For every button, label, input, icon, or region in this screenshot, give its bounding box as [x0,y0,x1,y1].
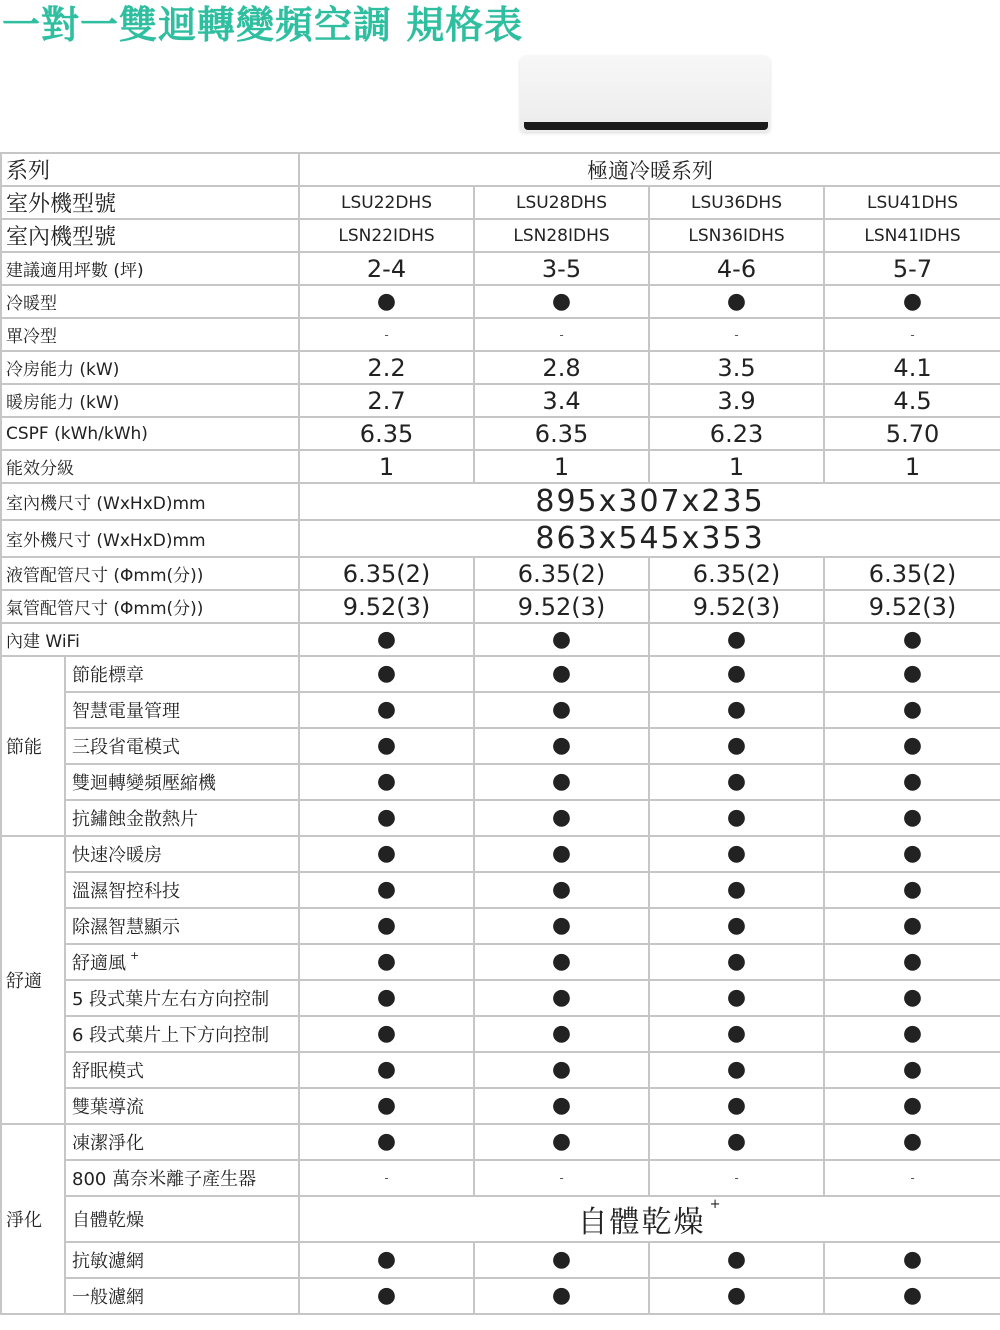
plus-mark: + [130,949,140,962]
dot-cell: ● [474,656,649,692]
cooling-label: 冷房能力 (kW) [1,351,299,384]
area-cell: 2-4 [299,252,474,285]
outdoor-model-cell: LSU41DHS [824,186,1000,219]
dot-cell: ● [649,1088,824,1124]
outdoor-model-cell: LSU22DHS [299,186,474,219]
dot-cell: ● [474,980,649,1016]
liquid-pipe-cell: 6.35(2) [649,557,824,590]
dot-cell: ● [649,764,824,800]
gas-pipe-cell: 9.52(3) [824,590,1000,623]
cooling-cell: 3.5 [649,351,824,384]
dash-cell: - [299,1160,474,1196]
indoor-model-cell: LSN36IDHS [649,219,824,252]
row-wifi [1,623,1000,656]
self-dry-value [299,1196,1000,1242]
dot-cell: ● [299,1124,474,1160]
dot-cell: ● [649,1278,824,1314]
dot-cell: ● [649,836,824,872]
row-feature [1,1242,1000,1278]
indoor-size-value: 895x307x235 [299,483,1000,520]
dot-cell: ● [299,656,474,692]
dot-cell: ● [824,1278,1000,1314]
row-gas-pipe [1,590,1000,623]
row-feature [1,728,1000,764]
feature-label: 快速冷暖房 [65,836,299,872]
dot-cell: ● [824,623,1000,656]
dot-cell: ● [824,836,1000,872]
dot-cell: ● [824,944,1000,980]
area-cell: 3-5 [474,252,649,285]
group-comfort-label: 舒適 [1,836,65,1124]
dot-cell: ● [824,872,1000,908]
dot-cell: ● [824,1016,1000,1052]
dot-cell: ● [824,692,1000,728]
indoor-model-cell: LSN41IDHS [824,219,1000,252]
feature-text: 舒適風 [72,953,126,974]
area-cell: 4-6 [649,252,824,285]
grade-cell: 1 [299,450,474,483]
gas-pipe-label: 氣管配管尺寸 (Φmm(分)) [1,590,299,623]
row-cooling [1,351,1000,384]
dot-cell: ● [649,692,824,728]
dot-cell: ● [299,692,474,728]
row-feature [1,1278,1000,1314]
row-cspf [1,417,1000,450]
dot-cell: ● [474,1124,649,1160]
row-feature [1,1196,1000,1242]
dot-cell: ● [649,285,824,318]
spec-table [0,152,1000,1315]
feature-label: 節能標章 [65,656,299,692]
dot-cell: ● [474,1242,649,1278]
dot-cell: ● [649,1124,824,1160]
feature-label-with-plus [65,944,299,980]
dot-cell: ● [649,1052,824,1088]
row-grade [1,450,1000,483]
dot-cell: ● [474,285,649,318]
dot-cell: ● [824,1088,1000,1124]
dot-cell: ● [474,623,649,656]
liquid-pipe-label: 液管配管尺寸 (Φmm(分)) [1,557,299,590]
row-coolonly [1,318,1000,351]
dash-cell: - [824,318,1000,351]
indoor-model-cell: LSN22IDHS [299,219,474,252]
dash-cell: - [474,1160,649,1196]
row-heatcool [1,285,1000,318]
dot-cell: ● [649,872,824,908]
unit-vent [524,122,768,130]
dot-cell: ● [299,1278,474,1314]
dot-cell: ● [474,692,649,728]
dot-cell: ● [649,1242,824,1278]
outdoor-model-cell: LSU36DHS [649,186,824,219]
row-outdoor-size [1,520,1000,557]
dot-cell: ● [299,836,474,872]
indoor-size-label: 室內機尺寸 (WxHxD)mm [1,483,299,520]
feature-label: 智慧電量管理 [65,692,299,728]
feature-label: 三段省電模式 [65,728,299,764]
dot-cell: ● [474,1016,649,1052]
indoor-model-label: 室內機型號 [1,219,299,252]
dot-cell: ● [299,285,474,318]
dot-cell: ● [474,944,649,980]
dot-cell: ● [474,872,649,908]
cspf-cell: 6.35 [474,417,649,450]
dot-cell: ● [474,836,649,872]
dash-cell: - [649,318,824,351]
row-feature [1,656,1000,692]
feature-label: 自體乾燥 [65,1196,299,1242]
dot-cell: ● [649,980,824,1016]
indoor-model-cell: LSN28IDHS [474,219,649,252]
dash-cell: - [299,318,474,351]
cspf-cell: 5.70 [824,417,1000,450]
dash-cell: - [649,1160,824,1196]
series-value: 極適冷暖系列 [299,153,1000,186]
dot-cell: ● [474,1088,649,1124]
heating-cell: 4.5 [824,384,1000,417]
dot-cell: ● [824,764,1000,800]
dot-cell: ● [299,1052,474,1088]
row-feature [1,1088,1000,1124]
gas-pipe-cell: 9.52(3) [299,590,474,623]
dot-cell: ● [299,800,474,836]
dot-cell: ● [824,1052,1000,1088]
dot-cell: ● [649,944,824,980]
dot-cell: ● [824,908,1000,944]
dot-cell: ● [824,656,1000,692]
dot-cell: ● [649,728,824,764]
heatcool-label: 冷暖型 [1,285,299,318]
row-feature [1,764,1000,800]
cooling-cell: 2.2 [299,351,474,384]
row-feature [1,1052,1000,1088]
dot-cell: ● [299,980,474,1016]
dot-cell: ● [474,800,649,836]
dot-cell: ● [299,944,474,980]
row-feature [1,944,1000,980]
row-feature [1,872,1000,908]
self-dry-text: 自體乾燥 [577,1205,706,1240]
row-series [1,153,1000,186]
area-label: 建議適用坪數 (坪) [1,252,299,285]
dash-cell: - [474,318,649,351]
dot-cell: ● [299,764,474,800]
feature-label: 除濕智慧顯示 [65,908,299,944]
row-indoor-model [1,219,1000,252]
row-feature [1,800,1000,836]
feature-label: 抗鏽蝕金散熱片 [65,800,299,836]
outdoor-model-cell: LSU28DHS [474,186,649,219]
dot-cell: ● [649,800,824,836]
heating-cell: 2.7 [299,384,474,417]
dot-cell: ● [824,285,1000,318]
grade-cell: 1 [824,450,1000,483]
row-feature [1,1124,1000,1160]
outdoor-model-label: 室外機型號 [1,186,299,219]
feature-label: 5 段式葉片左右方向控制 [65,980,299,1016]
row-heating [1,384,1000,417]
row-feature [1,836,1000,872]
dot-cell: ● [649,656,824,692]
row-feature [1,980,1000,1016]
area-cell: 5-7 [824,252,1000,285]
gas-pipe-cell: 9.52(3) [649,590,824,623]
dot-cell: ● [474,1052,649,1088]
cspf-label: CSPF (kWh/kWh) [1,417,299,450]
dot-cell: ● [824,980,1000,1016]
page-title: 一對一雙迴轉變頻空調 規格表 [2,3,524,47]
row-feature [1,1160,1000,1196]
grade-label: 能效分級 [1,450,299,483]
outdoor-size-value: 863x545x353 [299,520,1000,557]
dot-cell: ● [649,908,824,944]
coolonly-label: 單冷型 [1,318,299,351]
dot-cell: ● [299,728,474,764]
feature-label: 抗敏濾網 [65,1242,299,1278]
group-purify-label: 淨化 [1,1124,65,1314]
dot-cell: ● [649,623,824,656]
row-indoor-size [1,483,1000,520]
feature-label: 雙葉導流 [65,1088,299,1124]
feature-label: 6 段式葉片上下方向控制 [65,1016,299,1052]
grade-cell: 1 [649,450,824,483]
liquid-pipe-cell: 6.35(2) [474,557,649,590]
heating-label: 暖房能力 (kW) [1,384,299,417]
dot-cell: ● [299,908,474,944]
row-feature [1,692,1000,728]
cspf-cell: 6.23 [649,417,824,450]
dash-cell: - [824,1160,1000,1196]
feature-label: 凍潔淨化 [65,1124,299,1160]
dot-cell: ● [299,1242,474,1278]
dot-cell: ● [299,1088,474,1124]
dot-cell: ● [299,872,474,908]
dot-cell: ● [299,623,474,656]
feature-label: 溫濕智控科技 [65,872,299,908]
air-conditioner-image [520,56,772,140]
dot-cell: ● [299,1016,474,1052]
feature-label: 800 萬奈米離子產生器 [65,1160,299,1196]
grade-cell: 1 [474,450,649,483]
feature-label: 一般濾網 [65,1278,299,1314]
cspf-cell: 6.35 [299,417,474,450]
group-energy-label: 節能 [1,656,65,836]
feature-label: 雙迴轉變頻壓縮機 [65,764,299,800]
row-feature [1,908,1000,944]
row-outdoor-model [1,186,1000,219]
row-liquid-pipe [1,557,1000,590]
outdoor-size-label: 室外機尺寸 (WxHxD)mm [1,520,299,557]
wifi-label: 內建 WiFi [1,623,299,656]
dot-cell: ● [824,1124,1000,1160]
row-area [1,252,1000,285]
plus-mark: + [709,1197,723,1212]
liquid-pipe-cell: 6.35(2) [824,557,1000,590]
cooling-cell: 4.1 [824,351,1000,384]
heating-cell: 3.9 [649,384,824,417]
dot-cell: ● [824,800,1000,836]
unit-body [520,56,770,132]
dot-cell: ● [649,1016,824,1052]
dot-cell: ● [824,728,1000,764]
dot-cell: ● [474,764,649,800]
row-feature [1,1016,1000,1052]
dot-cell: ● [474,908,649,944]
dot-cell: ● [824,1242,1000,1278]
dot-cell: ● [474,1278,649,1314]
feature-label: 舒眠模式 [65,1052,299,1088]
cooling-cell: 2.8 [474,351,649,384]
gas-pipe-cell: 9.52(3) [474,590,649,623]
heating-cell: 3.4 [474,384,649,417]
dot-cell: ● [474,728,649,764]
liquid-pipe-cell: 6.35(2) [299,557,474,590]
series-label: 系列 [1,153,299,186]
